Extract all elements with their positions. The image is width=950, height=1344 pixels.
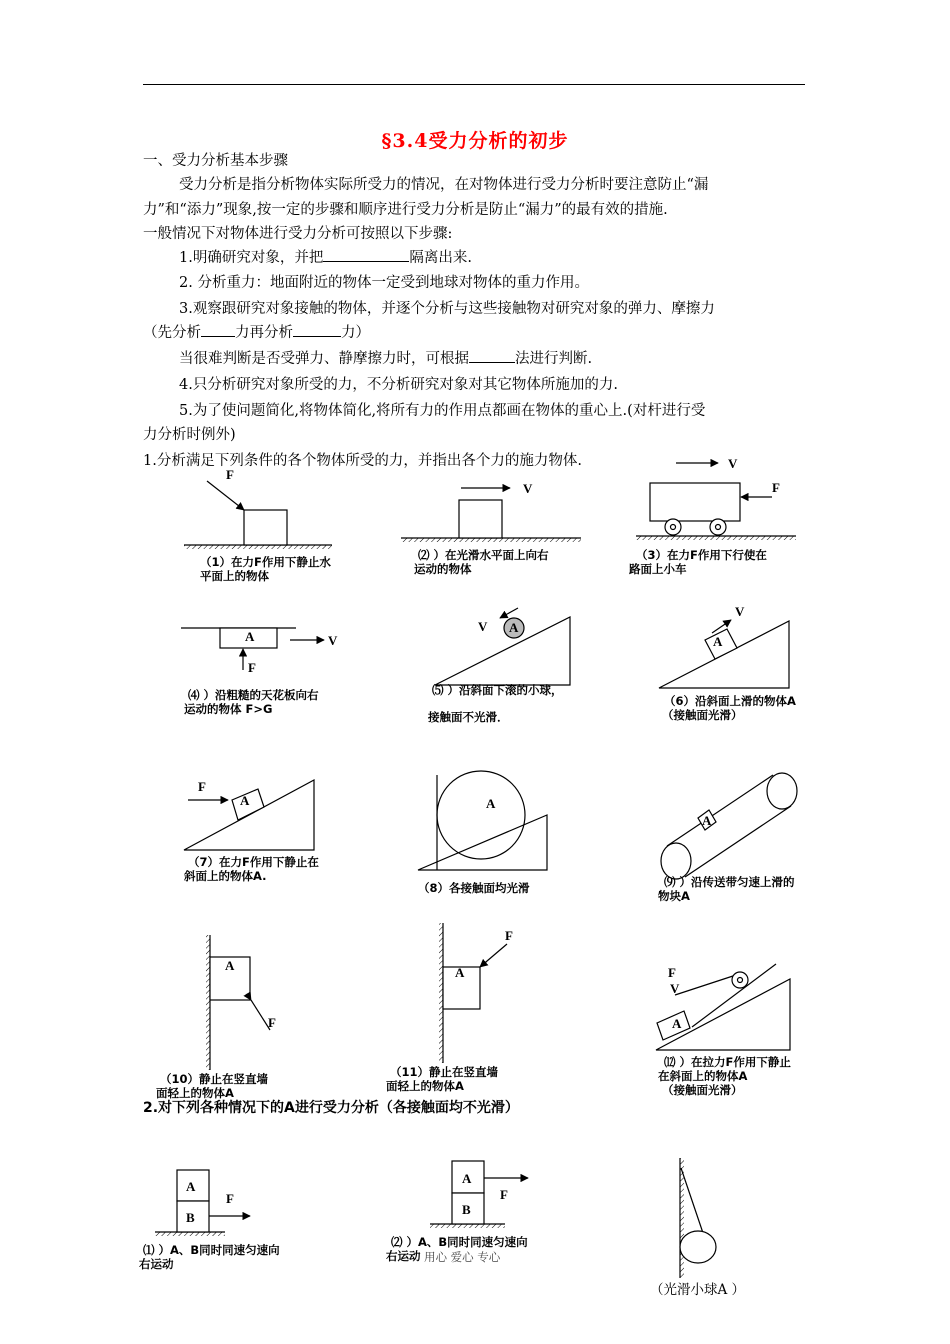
v-label-6: V — [735, 604, 745, 619]
intro-line-3: 一般情况下对物体进行受力分析可按照以下步骤: — [143, 226, 453, 242]
caption-6b: （接触面光滑） — [662, 708, 743, 722]
caption-12c: （接触面光滑） — [662, 1083, 743, 1097]
a-label-10: A — [225, 958, 235, 973]
f-label-q2-1: F — [226, 1191, 234, 1206]
caption-5a: ⑸ ）沿斜面下滚的小球， — [432, 683, 563, 697]
caption-q2-3: （光滑小球A ） — [650, 1282, 746, 1298]
fig-3 — [636, 463, 796, 540]
caption-10b: 面轻上的物体A — [156, 1086, 234, 1100]
fig-12 — [656, 964, 790, 1050]
footer-watermark: 用心 爱心 专心 — [424, 1250, 501, 1264]
fig-6 — [659, 620, 789, 688]
caption-5b: 接触面不光滑． — [428, 710, 509, 724]
caption-10a: （10）静止在竖直墙 — [160, 1072, 269, 1086]
caption-2b: 运动的物体 — [414, 562, 472, 576]
caption-q2-1a: ⑴ ）A、B同时同速匀速向 — [143, 1243, 280, 1257]
a-label-4: A — [245, 629, 255, 644]
caption-7b: 斜面上的物体A. — [184, 869, 267, 883]
step-3-method-post: 法进行判断. — [515, 351, 593, 367]
a-label-5: A — [509, 620, 519, 635]
q2-fig-1 — [155, 1170, 250, 1236]
a-label-9: A — [702, 813, 712, 828]
q2-fig-3 — [680, 1158, 716, 1278]
v-label-5: V — [478, 619, 488, 634]
step-3-pre: （先分析 — [143, 325, 201, 341]
a-label-q2-1: A — [186, 1179, 196, 1194]
caption-12a: ⑿ ）在拉力F作用下静止 — [664, 1055, 791, 1069]
caption-3b: 路面上小车 — [629, 562, 687, 576]
fig-11 — [439, 923, 507, 1063]
step-3-method-pre: 当很难判断是否受弹力、静摩擦力时，可根据 — [179, 351, 469, 367]
fig-1 — [184, 481, 332, 549]
f-label-10: F — [268, 1015, 276, 1030]
step-3: 3.观察跟研究对象接触的物体，并逐个分析与这些接触物对研究对象的弹力、摩擦力 — [179, 301, 715, 317]
step-3-post: 力） — [341, 325, 370, 341]
caption-2a: ⑵ ）在光滑水平面上向右 — [418, 548, 549, 562]
caption-3a: （3）在力F作用下行使在 — [636, 548, 767, 562]
caption-4b: 运动的物体 F>G — [184, 702, 273, 716]
a-label-7: A — [240, 793, 250, 808]
page-title: §3.4受力分析的初步 — [381, 130, 569, 152]
caption-4a: ⑷ ）沿粗糙的天花板向右 — [188, 688, 319, 702]
caption-8: （8）各接触面均光滑 — [418, 881, 530, 895]
step-1-text: 1.明确研究对象，并把 — [179, 250, 324, 266]
section-heading: 一、受力分析基本步骤 — [143, 153, 288, 169]
caption-11a: （11）静止在竖直墙 — [390, 1065, 499, 1079]
caption-1b: 平面上的物体 — [200, 569, 269, 583]
fig-8 — [418, 771, 547, 870]
f-label-q2-2: F — [500, 1187, 508, 1202]
f-label-7: F — [198, 779, 206, 794]
caption-11b: 面轻上的物体A — [386, 1079, 464, 1093]
a-label-12: A — [672, 1016, 682, 1031]
caption-9b: 物块A — [658, 889, 690, 903]
f-label-3: F — [772, 480, 780, 495]
v-label-12: V — [670, 981, 680, 996]
v-label-2: V — [523, 481, 533, 496]
caption-7a: （7）在力F作用下静止在 — [188, 855, 319, 869]
a-label-8: A — [486, 796, 496, 811]
intro-line-2: 力”和“添力”现象,按一定的步骤和顺序进行受力分析是防止“漏力”的最有效的措施. — [143, 202, 668, 218]
caption-q2-2a: ⑵ ）A、B同时同速匀速向 — [391, 1235, 528, 1249]
v-label-3: V — [728, 456, 738, 471]
intro-line-1: 受力分析是指分析物体实际所受力的情况，在对物体进行受力分析时要注意防止“漏 — [179, 177, 709, 193]
f-label-1: F — [226, 467, 234, 482]
step-4: 4.只分析研究对象所受的力，不分析研究对象对其它物体所施加的力. — [179, 377, 618, 393]
q2-fig-2 — [430, 1161, 528, 1228]
caption-1a: （1）在力F作用下静止水 — [200, 555, 331, 569]
fig-10 — [206, 935, 270, 1070]
caption-9a: ⑼ ）沿传送带匀速上滑的 — [664, 875, 795, 889]
v-label-4: V — [328, 633, 338, 648]
b-label-q2-1: B — [186, 1210, 195, 1225]
step-3-mid: 力再分析 — [235, 325, 293, 341]
step-1-end: 隔离出来. — [409, 250, 472, 266]
fig-9 — [661, 773, 797, 879]
step-5-cont: 力分析时例外) — [143, 427, 236, 443]
caption-12b: 在斜面上的物体A — [658, 1069, 748, 1083]
q1-prompt: 1.分析满足下列条件的各个物体所受的力，并指出各个力的施力物体. — [143, 453, 582, 469]
b-label-q2-2: B — [462, 1202, 471, 1217]
caption-q2-1b: 右运动 — [139, 1257, 174, 1271]
a-label-q2-2: A — [462, 1171, 472, 1186]
fig-5 — [435, 608, 570, 685]
a-label-6: A — [713, 634, 723, 649]
step-5: 5.为了使问题简化,将物体简化,将所有力的作用点都画在物体的重心上.(对杆进行受 — [179, 403, 706, 419]
step-2: 2. 分析重力：地面附近的物体一定受到地球对物体的重力作用。 — [179, 275, 589, 291]
fig-2 — [401, 488, 581, 542]
caption-q2-2b: 右运动 — [386, 1249, 421, 1263]
a-label-11: A — [455, 965, 465, 980]
f-label-12: F — [668, 965, 676, 980]
f-label-4: F — [248, 660, 256, 675]
caption-6a: （6）沿斜面上滑的物体A — [664, 694, 796, 708]
q2-prompt: 2.对下列各种情况下的A进行受力分析（各接触面均不光滑） — [143, 1100, 519, 1116]
f-label-11: F — [505, 928, 513, 943]
